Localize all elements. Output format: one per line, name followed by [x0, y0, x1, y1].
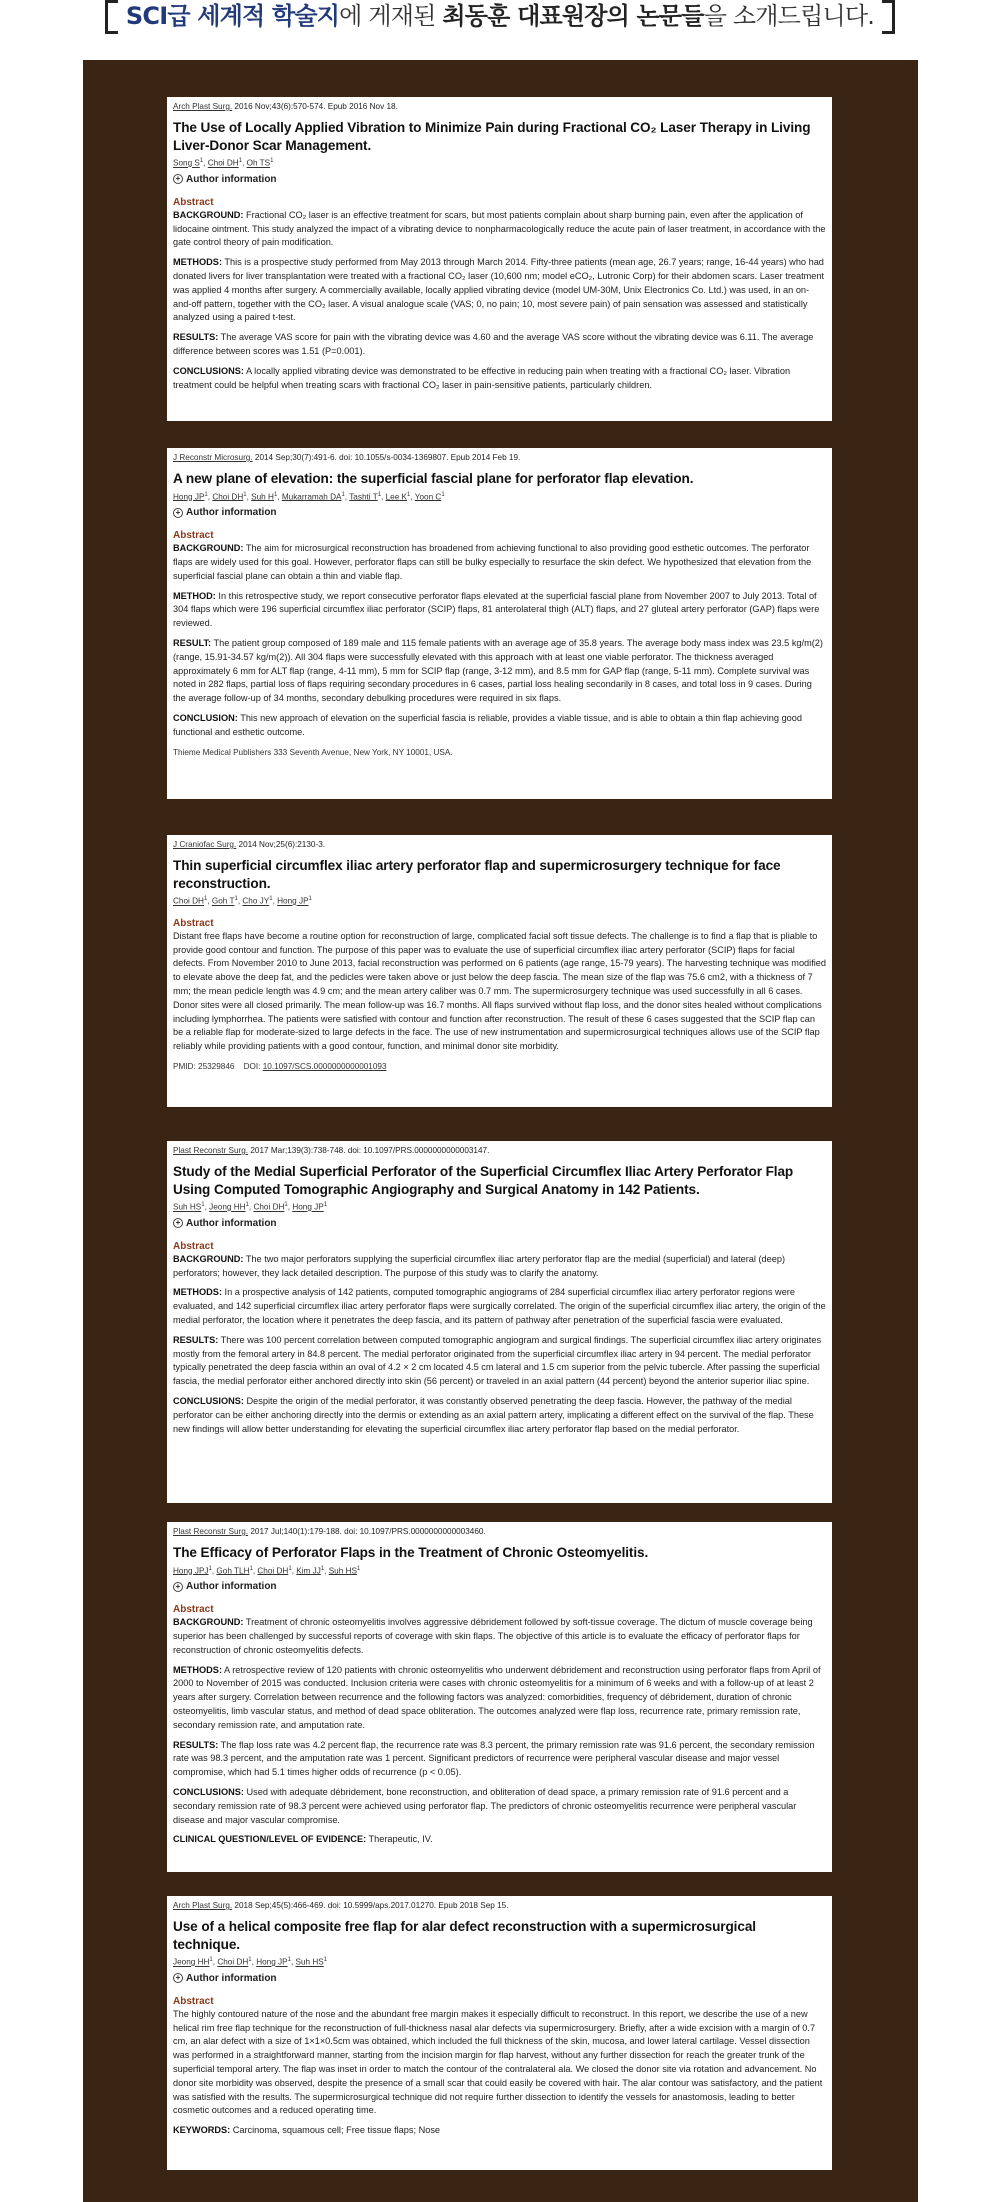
author-link[interactable]: Jeong HH: [173, 1957, 210, 1967]
author-affiliation-mark: 1: [201, 1202, 205, 1208]
abstract-paragraph: [173, 1286, 826, 1327]
author-affiliation-mark: 1: [234, 896, 238, 902]
author-affiliation-mark: 1: [323, 1202, 328, 1208]
author-affiliation-mark: 1: [273, 491, 278, 498]
author-affiliation-mark: 1: [341, 491, 345, 498]
header-text-end: 을 소개드립니다.: [703, 2, 875, 30]
journal-link[interactable]: Plast Reconstr Surg.: [173, 1527, 249, 1536]
section-text: The average VAS score for pain with the vibrating device was 4.60 and the average VAS score without the vibrating device was 6.11. The average difference between scores was 1.51 (P=0.001).: [173, 332, 814, 356]
author-link[interactable]: Lee K: [385, 492, 408, 502]
author-info-toggle[interactable]: [173, 1581, 826, 1592]
author-affiliation-mark: 1: [199, 158, 204, 164]
author-affiliation-mark: 1: [308, 896, 312, 902]
abstract-paragraph: [173, 1833, 826, 1847]
abstract-paragraph: [173, 2124, 826, 2138]
author-link[interactable]: Goh TLH: [216, 1566, 250, 1576]
author-affiliation-mark: 1: [243, 491, 247, 498]
abstract-paragraph: [173, 365, 826, 393]
author-link[interactable]: Tashti T: [349, 492, 378, 502]
paper-title: A new plane of elevation: the superficial fascial plane for perforator flap elevation.: [173, 471, 694, 486]
author-link[interactable]: Hong JP: [277, 896, 309, 906]
author-affiliation-mark: 1: [208, 1565, 212, 1572]
author-link[interactable]: Choi DH: [173, 896, 204, 906]
author-affiliation-mark: 1: [288, 1565, 292, 1572]
author-list: Hong JPJ$^1$, Goh TLH$^1$, Choi $DH^1$, Kim $JJ^1$, Suh $HS^1$: [173, 1565, 361, 1576]
abstract-heading: Abstract: [173, 196, 214, 208]
author-link[interactable]: Song S: [173, 158, 200, 168]
author-affiliation-mark: 1: [284, 1202, 288, 1208]
author-affiliation-mark: 1: [377, 491, 382, 498]
author-link[interactable]: Choi DH: [217, 1957, 249, 1967]
author-link[interactable]: Hong JPJ: [173, 1566, 209, 1576]
abstract-paragraph: [173, 1664, 826, 1733]
author-link[interactable]: Jeong HH: [209, 1202, 246, 1212]
abstract-paragraph: [173, 637, 826, 706]
section-text: The highly contoured nature of the nose and the abundant free margin makes it especially difficult to reconstruct. In this report, we describe the use of a new helical rim free flap technique for the reconstruction of full-thickness nasal alar defects via supermicrosurgery. Briefly, after a wide excision with a margin of 0.7 cm, an alar defect with a size of 1×1×0.5cm was obtained, which included the full thickness of the skin, mucosa, and lower lateral cartilage. Vessel dissection was performed in a straightforward manner, starting from the incision margin for flap harvest, without any further dissection for reach the greater trunk of the superficial temporal artery. The flap was inset in order to match the contour of the contralateral ala. We closed the donor site via rotation and advancement. No donor site morbidity was observed, despite the presence of a small scar that could easily be covered with hair. The alar contour was satisfactory, and the patient was satisfied with the results. The supermicrosurgical technique did not require further dissection to identify the vessels for anastomosis, leading to better cosmetic outcomes and a reduced operating time.: [173, 2008, 823, 2116]
section-label: METHODS:: [173, 1287, 222, 1298]
paper-title: Study of the Medial Superficial Perforator of the Superficial Circumflex Iliac Artery Perforator Flap Using Computed Tomographic Angiography and Surgical Anatomy in 142 Patients.: [173, 1164, 794, 1197]
author-link[interactable]: Mukarramah DA: [281, 492, 342, 502]
author-link[interactable]: Choi DH: [207, 158, 239, 168]
left-bracket: [105, 0, 118, 34]
abstract-paragraph: [173, 1739, 826, 1780]
identifier-line: [173, 1062, 826, 1071]
abstract-heading: Abstract: [173, 1604, 214, 1616]
section-text: There was 100 percent correlation between computed tomographic angiogram and surgical findings. The superficial circumflex iliac artery originates mostly from the femoral artery in 84.8 percent. The medial perforator originated from the superficial circumflex iliac artery in 94 percent. The medial perforator typically penetrated the deep fascia within an oval of 4.2 × 2 cm located 4.5 cm lateral and 1.5 cm superior from the pelvic tubercle. After passing the superficial fascia, the medial perforator either anchored directly into skin (56 percent) or traveled in an axial pattern (44 percent) beyond the anterior superior iliac spine.: [173, 1334, 822, 1387]
author-link[interactable]: Hong JP: [292, 1202, 324, 1212]
author-list: Hong $JP^1$, Choi $DH^1$, Suh $H^1$, Mukarramah $DA^1$, Tashti $T^1$, Lee $K^1$, Yoon $C^1$: [173, 491, 445, 502]
abstract-paragraph: [173, 1786, 826, 1827]
section-label: BACKGROUND:: [173, 1617, 244, 1628]
author-link[interactable]: Choi DH: [253, 1202, 285, 1212]
section-label: METHOD:: [173, 590, 216, 601]
author-affiliation-mark: 1: [287, 1957, 291, 1963]
section-label: RESULT:: [173, 638, 212, 649]
author-link[interactable]: Suh H: [251, 492, 274, 502]
author-affiliation-mark: 1: [203, 896, 208, 902]
citation-line: [173, 1527, 826, 1536]
author-affiliation-mark: 1: [269, 896, 273, 902]
section-label: CONCLUSIONS:: [173, 365, 244, 376]
citation-details: 2017 Jul;140(1):179-188. doi: 10.1097/PRS.0000000000003460.: [248, 1527, 486, 1536]
author-info-toggle[interactable]: [173, 1218, 826, 1229]
author-list: Song $S^1$, Choi $DH^1$, Oh $TS^1$: [173, 158, 274, 168]
author-list: Jeong $HH^1$, Choi $DH^1$, Hong $JP^1$, Suh $HS^1$: [173, 1957, 328, 1967]
author-link[interactable]: Choi DH: [212, 492, 244, 502]
section-label: RESULTS:: [173, 1334, 219, 1345]
author-affiliation-mark: 1: [441, 491, 445, 498]
abstract-paragraph: [173, 256, 826, 325]
section-text: The flap loss rate was 4.2 percent flap, the recurrence rate was 8.3 percent, the primary remission rate was 91.6 percent, the secondary remission rate was 98.3 percent, and the amputation rate was 1 percent. Significant predictors of recurrence were peripheral vascular disease and major vessel compromise, which had 5.1 times higher odds of recurrence (p < 0.05).: [173, 1739, 815, 1778]
citation-details: 2014 Sep;30(7):491-6. doi: 10.1055/s-0034-1369807. Epub 2014 Feb 19.: [252, 453, 521, 462]
section-label: RESULTS:: [173, 332, 219, 343]
section-text: The two major perforators supplying the superficial circumflex iliac artery perforator flap are the medial (superficial) and lateral (deep) perforators; however, they lack detailed description. The purpose of this study was to clarify the anatomy.: [173, 1253, 786, 1278]
expand-plus-icon: +: [173, 508, 183, 518]
citation-line: [173, 840, 826, 849]
section-text: Fractional CO₂ laser is an effective treatment for scars, but most patients complain about sharp burning pain, even after the application of lidocaine ointment. This study analyzed the impact of a vibrating device to nonpharmacologically reduce the acute pain of laser treatment, in accordance with the gate control theory of pain modification.: [173, 209, 826, 248]
journal-link[interactable]: Arch Plast Surg.: [173, 1901, 233, 1910]
section-label: BACKGROUND:: [173, 209, 244, 220]
paper-card: [167, 835, 832, 1107]
citation-line: [173, 453, 826, 462]
author-affiliation-mark: 1: [270, 158, 274, 164]
section-text: In this retrospective study, we report consecutive perforator flaps elevated at the superficial fascial plane from November 2007 to July 2013. Total of 304 flaps which were 196 superficial circumflex iliac perforator (SCIP) flaps, 81 anterolateral thigh (ALT) flaps, and 27 gluteal artery perforator (GAP) flaps were reviewed.: [173, 590, 820, 629]
author-info-toggle[interactable]: [173, 1973, 826, 1984]
section-label: KEYWORDS:: [173, 2125, 231, 2136]
abstract-paragraph: [173, 712, 826, 740]
expand-plus-icon: +: [173, 1218, 183, 1228]
author-affiliation-mark: 1: [356, 1565, 361, 1572]
author-info-toggle[interactable]: [173, 174, 826, 185]
section-text: The aim for microsurgical reconstruction has broadened from achieving functional to also providing good esthetic outcomes. The perforator flaps are widely used for this goal. However, perforator flaps can still be bulky especially to resurface the skin defect. We hypothesized that elevation from the superficial fascial plane can obtain a thin and viable flap.: [173, 543, 812, 581]
header-text-mid: 에 게재된: [339, 2, 443, 30]
author-affiliation-mark: 1: [323, 1957, 328, 1963]
paper-card: [167, 1141, 832, 1503]
section-label: RESULTS:: [173, 1739, 219, 1750]
abstract-paragraph: [173, 1395, 826, 1436]
section-text: Distant free flaps have become a routine option for reconstruction of large, complicated facial soft tissue defects. The challenge is to find a flap that is pliable to provide good contour and function. The purpose of this paper was to evaluate the use of superficial circumflex iliac artery perforator (SCIP) flaps for facial defects. From November 2010 to June 2013, facial reconstruction was performed on 6 patients (age range, 15-79 years). The harvesting technique was modified to elevate above the deep fat, and the pedicles were taken above or just below the deep fascia. The mean size of the flap was 75.6 cm2, with a thickness of 7 mm; the mean pedicle length was 4.9 cm; and the mean artery caliber was 0.7 mm. The supermicrosurgery technique was used successfully in all 6 cases. Donor sites were all closed primarily. The mean follow-up was 16.7 months. All flaps survived without flap loss, and the donor sites healed without complications including lymphorrhea. The patients were satisfied with contour and function after reconstruction. The result of these 6 cases suggested that the SCIP flap can be a reliable flap for moderate-sized to large defects in the face. The use of new instrumentation and supermicrosurgical techniques allows use of the SCIP flap reliably while providing patients with a good contour, function, and minimal donor site morbidity.: [173, 930, 827, 1052]
author-affiliation-mark: 1: [320, 1565, 325, 1572]
citation-details: 2018 Sep;45(5):466-469. doi: 10.5999/aps.2017.01270. Epub 2018 Sep 15.: [232, 1901, 509, 1910]
section-text: A locally applied vibrating device was demonstrated to be effective in reducing pain when treating with a fractional CO₂ laser. Vibration treatment could be helpful when treating scars with fractional CO₂ laser in pain-sensitive patients, particularly children.: [173, 365, 791, 390]
abstract-paragraph: [173, 209, 826, 250]
abstract-paragraph: [173, 1253, 826, 1281]
section-label: CLINICAL QUESTION/LEVEL OF EVIDENCE:: [173, 1834, 367, 1845]
author-link[interactable]: Suh HS: [173, 1202, 202, 1212]
author-info-label: Author information: [186, 1581, 277, 1593]
citation-line: [173, 1901, 826, 1910]
section-text: Despite the origin of the medial perforator, it was constantly observed penetrating the deep fascia. However, the pathway of the medial perforator can be either anchoring directly into the dermis or extending as an axial pattern artery, implicating a different effect on the survival of the flap. These new findings will allow better understanding for elevating the superficial circumflex iliac artery perforator flap based on the medial perforator.: [173, 1395, 814, 1434]
section-label: METHODS:: [173, 1664, 222, 1675]
section-text: Carcinoma, squamous cell; Free tissue flaps; Nose: [230, 2125, 441, 2136]
header-highlight: SCI급 세계적 학술지: [125, 2, 340, 30]
section-label: CONCLUSIONS:: [173, 1787, 244, 1797]
paper-card: [167, 1896, 832, 2170]
section-label: METHODS:: [173, 257, 222, 268]
paper-title: Thin superficial circumflex iliac artery perforator flap and supermicrosurgery technique for face reconstruction.: [173, 858, 781, 891]
doi-link[interactable]: 10.1097/SCS.0000000000001093: [262, 1061, 387, 1071]
author-link[interactable]: Suh HS: [295, 1957, 324, 1967]
author-info-label: Author information: [186, 1972, 277, 1984]
right-bracket: [882, 0, 895, 34]
author-list: Suh $HS^1$, Jeong $HH^1$, Choi $DH^1$, Hong $JP^1$: [173, 1202, 328, 1212]
citation-line: [173, 1146, 826, 1155]
author-info-label: Author information: [186, 173, 277, 185]
section-text: In a prospective analysis of 142 patients, computed tomographic angiograms of 284 superficial circumflex iliac artery perforator regions were evaluated, and 142 superficial circumflex iliac artery perforator flaps were surgically correlated. The origin of the superficial circumflex iliac artery, the origin of the medial perforator, the location where it penetrates the deep fascia, and its pattern of pathway after penetration of the superficial fascia were evaluated.: [173, 1287, 826, 1325]
paper-title: The Use of Locally Applied Vibration to Minimize Pain during Fractional CO₂ Laser Therapy in Living Liver-Donor Scar Management.: [173, 120, 811, 153]
author-affiliation-mark: 1: [204, 491, 208, 498]
author-list: Choi $DH^1$, Goh $T^1$, Cho $JY^1$, Hong $JP^1$: [173, 896, 312, 906]
abstract-paragraph: [173, 2008, 826, 2118]
abstract-paragraph: [173, 1616, 826, 1657]
author-link[interactable]: Suh HS: [328, 1566, 357, 1576]
abstract-heading: Abstract: [173, 1995, 214, 2007]
abstract-paragraph: [173, 930, 826, 1054]
paper-card: [167, 97, 832, 421]
citation-details: 2014 Nov;25(6):2130-3.: [236, 840, 326, 849]
abstract-paragraph: [173, 542, 826, 583]
paper-card: [167, 448, 832, 799]
page-header: [0, 0, 1000, 62]
citation-details: 2017 Mar;139(3):738-748. doi: 10.1097/PRS.0000000000003147.: [248, 1146, 490, 1155]
papers-panel: [83, 60, 918, 2202]
expand-plus-icon: +: [173, 174, 183, 184]
section-text: Therapeutic, IV.: [366, 1834, 433, 1845]
doi-label: DOI:: [243, 1061, 261, 1071]
section-label: CONCLUSION:: [173, 713, 238, 723]
section-text: Used with adequate débridement, bone reconstruction, and obliteration of dead space, a primary remission rate of 91.6 percent and a secondary remission rate of 98.3 percent were achieved using perforator flap. The predictors of chronic osteomyelitis recurrence were peripheral vascular disease and major vascular compromise.: [173, 1787, 797, 1825]
author-info-toggle[interactable]: [173, 507, 826, 518]
author-affiliation-mark: 1: [407, 491, 411, 498]
expand-plus-icon: +: [173, 1973, 183, 1983]
header-title: [0, 0, 1000, 30]
abstract-heading: Abstract: [173, 1240, 214, 1252]
section-text: The patient group composed of 189 male and 115 female patients with an average age of 35.8 years. The average body mass index was 23.5 kg/m(2) (range, 15.91-34.57 kg/m(2)). All 304 flaps were successfully elevated with this approach with at least one viable perforator. The thickness averaged approximately 6 mm for ALT flap (range, 4-11 mm), 5 mm for SCIP flap (range, 3-12 mm), and 8.5 mm for GAP flap (range, 5-11 mm). Complete survival was noted in 282 flaps, partial loss of flaps requiring secondary procedures in 6 cases, partial loss healing secondarily in 8 cases, and total loss in 9 cases. During the average follow-up of 34 months, secondary debulking procedures were required in six flaps.: [173, 638, 823, 704]
author-link[interactable]: Oh TS: [246, 158, 271, 168]
journal-link[interactable]: J Reconstr Microsurg.: [173, 453, 253, 462]
abstract-heading: Abstract: [173, 530, 214, 542]
author-link[interactable]: Choi DH: [257, 1566, 289, 1576]
publisher-note: Thieme Medical Publishers 333 Seventh Avenue, New York, NY 10001, USA.: [173, 747, 453, 757]
section-text: Treatment of chronic osteomyelitis involves aggressive débridement followed by soft-tissue coverage. The dictum of muscle coverage being superior has been challenged by successful reports of coverage with skin flaps. The objective of this article is to evaluate the efficacy of perforator flaps for reconstruction of chronic osteomyelitis defects.: [173, 1617, 813, 1655]
section-label: BACKGROUND:: [173, 1253, 244, 1264]
author-link[interactable]: Yoon C: [414, 492, 442, 502]
author-link[interactable]: Hong JP: [256, 1957, 288, 1967]
paper-card: [167, 1522, 832, 1872]
journal-link[interactable]: Plast Reconstr Surg.: [173, 1146, 249, 1155]
abstract-paragraph: [173, 590, 826, 631]
header-name: 최동훈 대표원장의 논문들: [442, 2, 704, 30]
paper-title: Use of a helical composite free flap for alar defect reconstruction with a supermicrosurgical technique.: [173, 1919, 756, 1952]
author-info-label: Author information: [186, 507, 277, 519]
section-text: This is a prospective study performed from May 2013 through March 2014. Fifty-three patients (mean age, 26.7 years; range, 16-44 years) who had donated livers for liver transplantation were treated with a fractional CO₂ laser (10,600 nm; model eCO₂, Lutronic Corp) for their abdomen scars. Laser treatment was applied 4 months after surgery. A commercially available, locally applied vibrating device (model UM-30M, Unix Electronics Co. Ltd.) was used, in an on-and-off pattern, together with the CO₂ laser. A visual analogue scale (VAS; 0, no pain; 10, most severe pain) of pain sensation was assessed and statistically analyzed using a paired t-test.: [173, 257, 825, 323]
expand-plus-icon: +: [173, 1582, 183, 1592]
abstract-heading: Abstract: [173, 917, 214, 929]
section-label: CONCLUSIONS:: [173, 1395, 244, 1406]
author-affiliation-mark: 1: [209, 1957, 213, 1963]
author-link[interactable]: Goh T: [211, 896, 235, 906]
journal-link[interactable]: J Craniofac Surg.: [173, 840, 237, 849]
section-label: BACKGROUND:: [173, 543, 244, 554]
paper-title: The Efficacy of Perforator Flaps in the Treatment of Chronic Osteomyelitis.: [173, 1545, 649, 1560]
pmid: PMID: 25329846: [173, 1061, 235, 1071]
author-affiliation-mark: 1: [238, 158, 243, 164]
citation-line: [173, 102, 826, 111]
abstract-paragraph: [173, 331, 826, 359]
section-text: A retrospective review of 120 patients with chronic osteomyelitis who underwent débridement and reconstruction using perforator flaps from April of 2000 to November of 2015 was conducted. Inclusion criteria were cases with chronic osteomyelitis for a minimum of 6 weeks and with a follow-up of at least 2 years after surgery. Correlation between recurrence and the following factors was analyzed: comorbidities, frequency of débridement, duration of chronic osteomyelitis, limb vascular status, and method of dead space obliteration. The outcomes analyzed were flap loss, recurrence rate, primary remission rate, secondary remission rate, and amputation rate.: [173, 1664, 821, 1730]
author-affiliation-mark: 1: [245, 1202, 249, 1208]
author-info-label: Author information: [186, 1217, 277, 1229]
author-affiliation-mark: 1: [249, 1565, 253, 1572]
abstract-paragraph: [173, 1334, 826, 1389]
author-affiliation-mark: 1: [248, 1957, 252, 1963]
author-link[interactable]: Hong JP: [173, 492, 205, 502]
author-link[interactable]: Kim JJ: [296, 1566, 321, 1576]
journal-link[interactable]: Arch Plast Surg.: [173, 102, 233, 111]
citation-details: 2016 Nov;43(6):570-574. Epub 2016 Nov 18.: [232, 102, 398, 111]
section-text: This new approach of elevation on the superficial fascia is reliable, provides a viable tissue, and is able to obtain a thin flap achieving good functional and esthetic outcome.: [173, 713, 803, 737]
author-link[interactable]: Cho JY: [242, 896, 270, 906]
